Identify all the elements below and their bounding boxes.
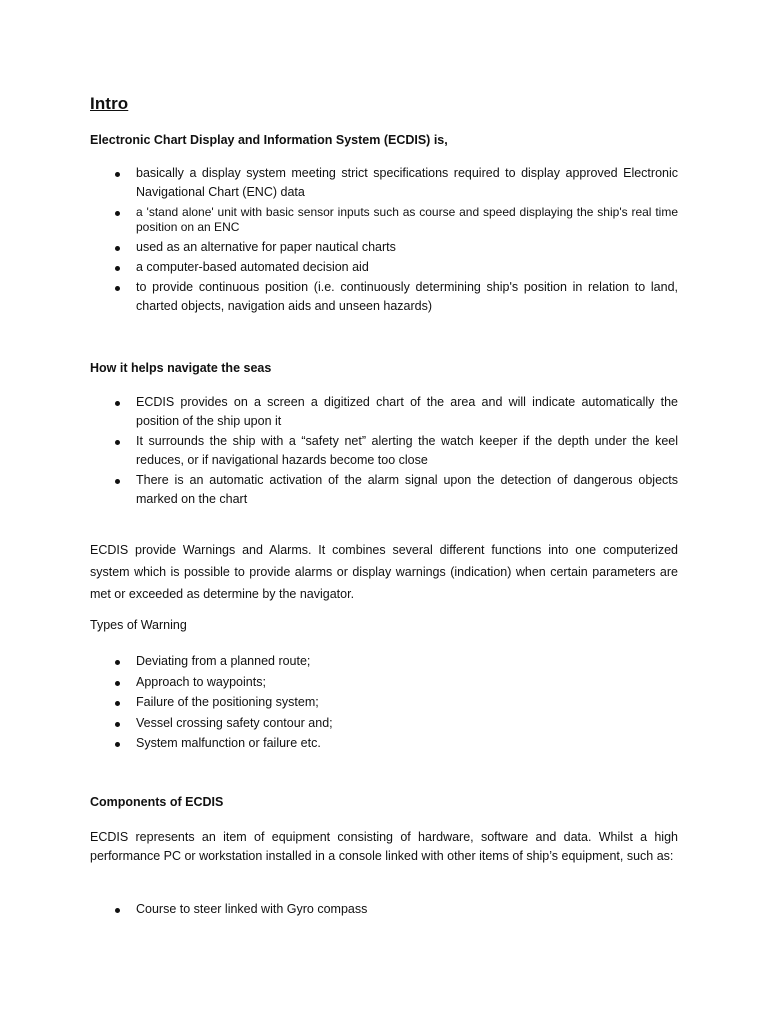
warnings-label: Types of Warning: [90, 618, 187, 632]
bullet-icon: [115, 401, 120, 406]
intro-bullet-list: [90, 164, 678, 317]
intro-subtitle: Electronic Chart Display and Information System (ECDIS) is,: [90, 133, 448, 147]
bullet-icon: [115, 211, 120, 216]
list-item: Failure of the positioning system;: [90, 693, 678, 713]
components-paragraph: ECDIS represents an item of equipment consisting of hardware, software and data. Whilst a high performance PC or workstation installed in a console linked with other items of ship’s equipment, such as:: [90, 830, 678, 863]
bullet-icon: [115, 701, 120, 706]
components-heading: Components of ECDIS: [90, 795, 224, 809]
components-bullet-list: [90, 900, 678, 920]
list-item: Deviating from a planned route;: [90, 652, 678, 672]
bullet-icon: [115, 479, 120, 484]
list-item: to provide continuous position (i.e. continuously determining ship's position in relation to land, charted objects, navigation aids and unseen hazards): [90, 278, 678, 316]
bullet-icon: [115, 246, 120, 251]
bullet-icon: [115, 660, 120, 665]
list-item: a computer-based automated decision aid: [90, 258, 678, 277]
list-item: basically a display system meeting strict specifications required to display approved Electronic Navigational Chart (ENC) data: [90, 164, 678, 202]
list-item: used as an alternative for paper nautical charts: [90, 238, 678, 257]
intro-title: Intro: [90, 94, 129, 113]
list-item: ECDIS provides on a screen a digitized chart of the area and will indicate automatically the position of the ship upon it: [90, 393, 678, 431]
navigate-heading: How it helps navigate the seas: [90, 361, 272, 375]
bullet-icon: [115, 681, 120, 686]
navigate-bullet-list: [90, 393, 678, 510]
list-item: Approach to waypoints;: [90, 673, 678, 693]
bullet-icon: [115, 722, 120, 727]
bullet-icon: [115, 908, 120, 913]
list-item: There is an automatic activation of the alarm signal upon the detection of dangerous objects marked on the chart: [90, 471, 678, 509]
bullet-icon: [115, 440, 120, 445]
bullet-icon: [115, 266, 120, 271]
warnings-bullet-list: [90, 652, 678, 755]
bullet-icon: [115, 172, 120, 177]
list-item: Vessel crossing safety contour and;: [90, 714, 678, 734]
bullet-icon: [115, 742, 120, 747]
bullet-icon: [115, 286, 120, 291]
list-item: Course to steer linked with Gyro compass: [90, 900, 678, 919]
warnings-paragraph: ECDIS provide Warnings and Alarms. It combines several different functions into one computerized system which is possible to provide alarms or display warnings (indication) when certain parameters are met or exceeded as determine by the navigator.: [90, 543, 678, 601]
list-item: a 'stand alone' unit with basic sensor inputs such as course and speed displaying the ship's real time position on an ENC: [90, 203, 678, 237]
list-item: It surrounds the ship with a “safety net” alerting the watch keeper if the depth under the keel reduces, or if navigational hazards become too close: [90, 432, 678, 470]
list-item: System malfunction or failure etc.: [90, 734, 678, 754]
